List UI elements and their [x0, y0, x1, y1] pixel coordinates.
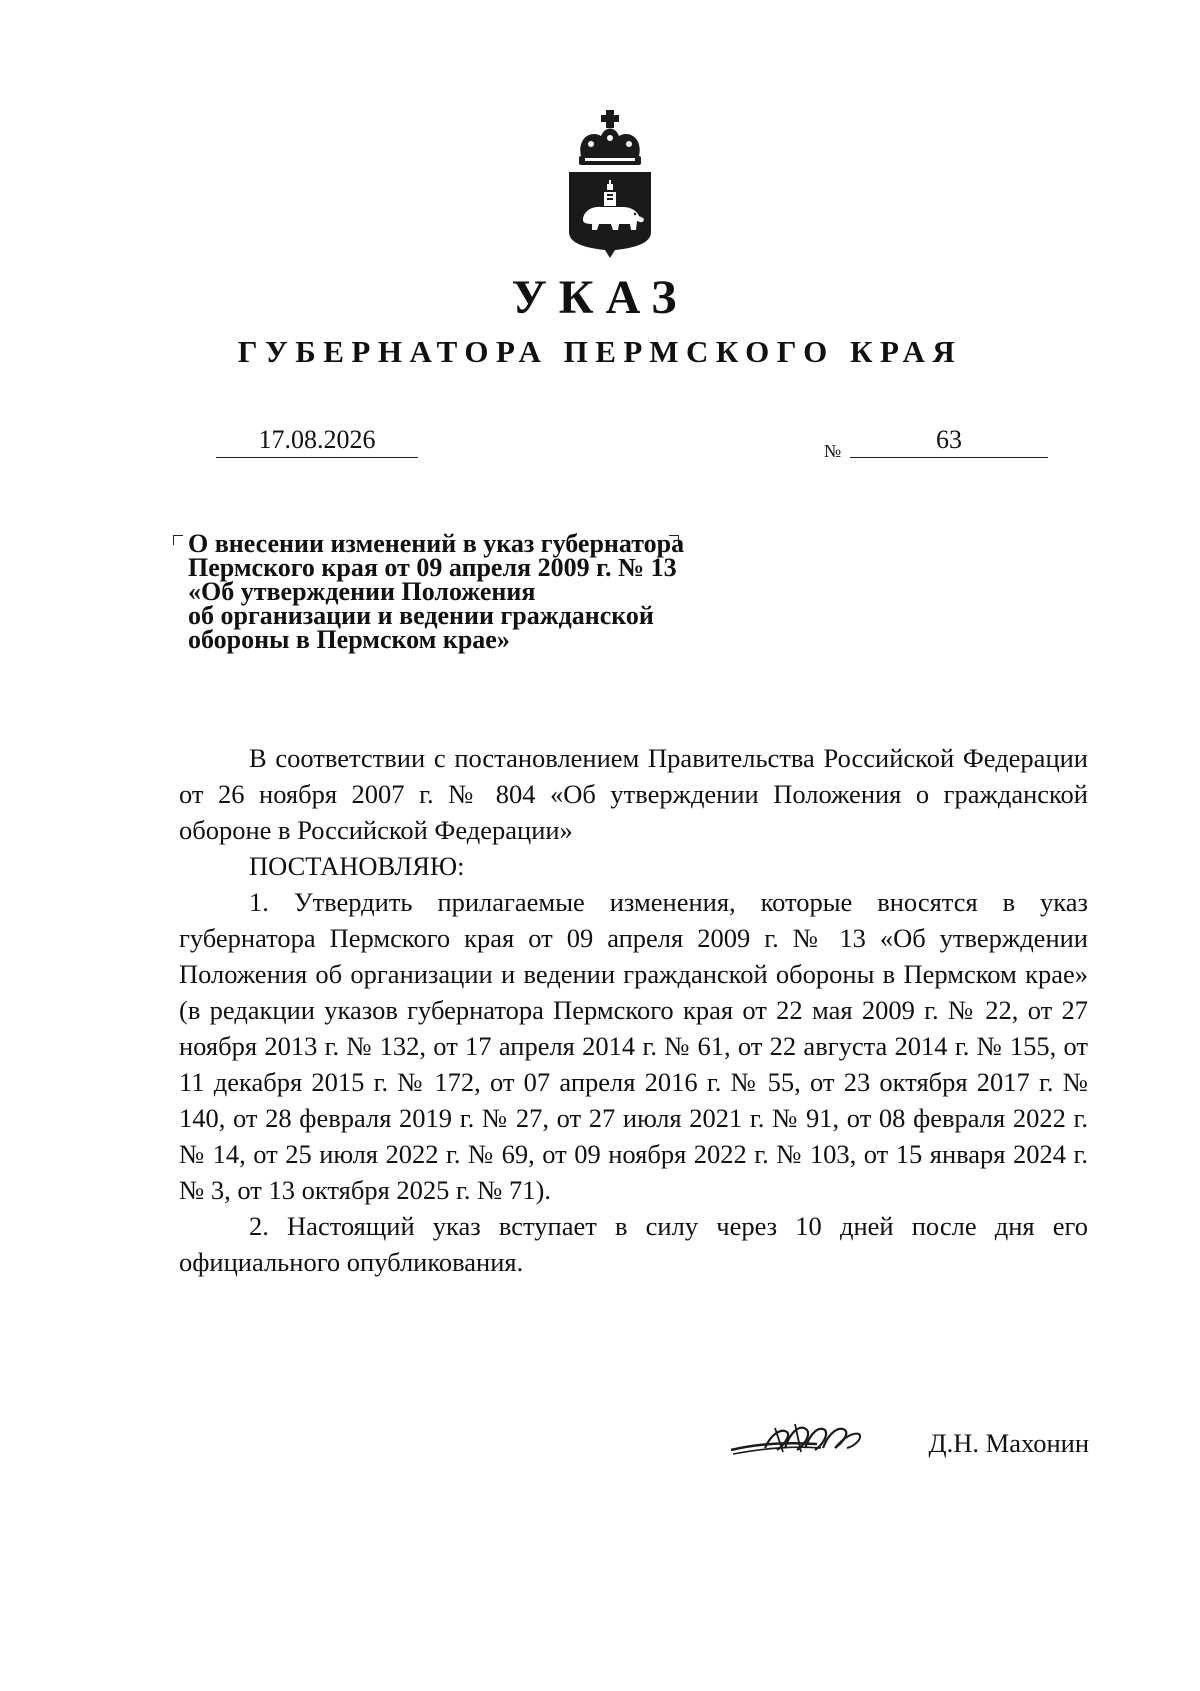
signer-name: Д.Н. Махонин	[928, 1428, 1089, 1458]
heading-line: об организации и ведении гражданской	[188, 601, 654, 630]
signature-block	[725, 1408, 1095, 1468]
decree-date: 17.08.2026	[216, 423, 418, 458]
heading-corner-mark-left	[173, 535, 183, 545]
decree-item-1: 1. Утвердить прилагаемые изменения, которые вносятся в указ губернатора Пермского края от 09 апреля 2009 г. № 13 «Об утверждении Положения об организации и ведении гражданской обороны в Пермском крае» (в редакции указов губернатора Пермского края от 22 мая 2009 г. № 22, от 27 ноября 2013 г. № 132, от 17 апреля 2014 г. № 61, от 22 августа 2014 г. № 155, от 11 декабря 2015 г. № 172, от 07 апреля 2016 г. № 55, от 23 октября 2017 г. № 140, от 28 февраля 2019 г. № 27, от 27 июля 2021 г. № 91, от 08 февраля 2022 г. № 14, от 25 июля 2022 г. № 69, от 09 ноября 2022 г. № 103, от 15 января 2024 г. № 3, от 13 октября 2025 г. № 71).	[179, 887, 1088, 1205]
decree-word: ПОСТАНОВЛЯЮ:	[249, 851, 465, 881]
heading-line: «Об утверждении Положения	[188, 577, 536, 606]
decree-body	[179, 740, 1088, 1280]
decree-heading	[188, 529, 788, 654]
number-label: №	[824, 441, 842, 461]
issuer-title: ГУБЕРНАТОРА ПЕРМСКОГО КРАЯ	[237, 334, 963, 369]
decree-item-2: 2. Настоящий указ вступает в силу через 10 дней после дня его официального опубликования.	[179, 1211, 1088, 1277]
document-type-title: УКАЗ	[511, 271, 689, 324]
coat-of-arms-icon	[561, 108, 659, 258]
heading-line: О внесении изменений в указ губернатора	[188, 529, 685, 558]
decree-number: 63	[850, 423, 1048, 458]
preamble-paragraph: В соответствии с постановлением Правительства Российской Федерации от 26 ноября 2007 г. № 804 «Об утверждении Положения о гражданской обороне в Российской Федерации»	[179, 743, 1088, 845]
handwritten-signature-icon	[725, 1408, 885, 1468]
heading-line: обороны в Пермском крае»	[188, 625, 510, 654]
heading-line: Пермского края от 09 апреля 2009 г. № 13	[188, 553, 677, 582]
